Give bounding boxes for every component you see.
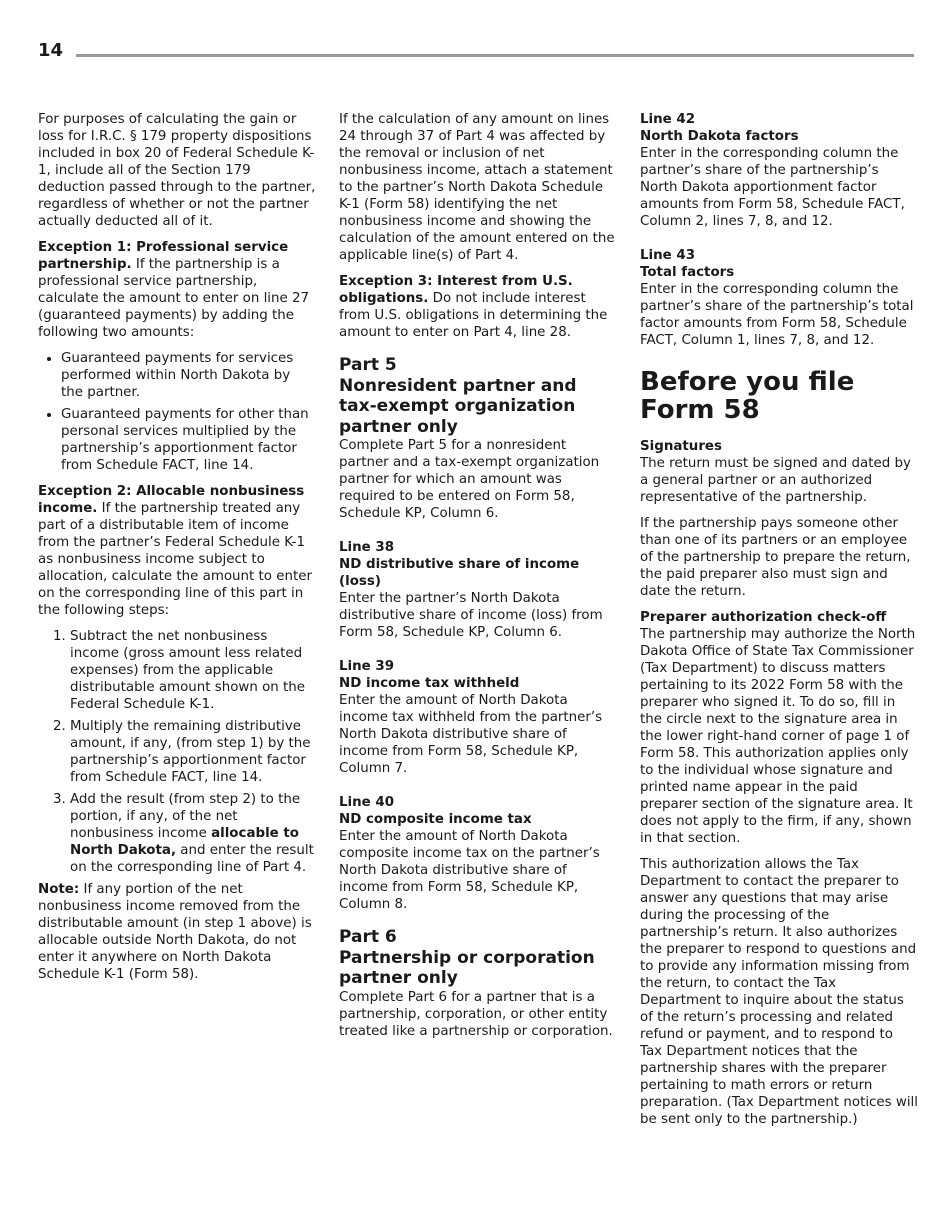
preparer-authorization-heading: Preparer authorization check-off <box>640 610 887 625</box>
line-39-label: Line 39 <box>339 659 395 674</box>
guaranteed-payments-list <box>38 350 316 474</box>
line-40-title: ND composite income tax <box>339 812 532 827</box>
exception-3-paragraph <box>339 273 617 341</box>
step-3-emphasis: allocable to North Dakota, <box>70 826 300 858</box>
part-5-section <box>339 355 617 522</box>
column-2 <box>339 111 617 1049</box>
exception-2-text: If the partnership treated any part of a distributable item of income from the partner’s Federal Schedule K-1 as nonbusiness income subject to allocation, calculate the amount to enter on the corresponding line of this part in the following steps: <box>38 501 312 618</box>
line-43-label: Line 43 <box>640 248 696 263</box>
line-42-title: North Dakota factors <box>640 129 799 144</box>
exception-2-paragraph <box>38 483 316 619</box>
line-43-section <box>640 247 918 349</box>
part-6-label: Part 6 <box>339 927 397 947</box>
exception-1-text: If the partnership is a professional service partnership, calculate the amount to enter on line 27 (guaranteed payments) by adding the following two amounts: <box>38 257 310 340</box>
step-3 <box>70 791 316 876</box>
signatures-text: The return must be signed and dated by a general partner or an authorized representative of the partnership. <box>640 456 911 505</box>
signatures-heading: Signatures <box>640 439 722 454</box>
part-6-text: Complete Part 6 for a partner that is a partnership, corporation, or other entity treated like a partnership or corporation. <box>339 989 613 1039</box>
column-1 <box>38 111 316 992</box>
part-5-label: Part 5 <box>339 355 397 375</box>
line-42-label: Line 42 <box>640 112 696 127</box>
step-3-text: Add the result (from step 2) to the portion, if any, of the net nonbusiness income <box>70 792 301 841</box>
line-39-text: Enter the amount of North Dakota income tax withheld from the partner’s North Dakota distributive share of income from Form 58, Schedule KP, Column 7. <box>339 693 603 776</box>
line-43-title: Total factors <box>640 265 735 280</box>
line-38-label: Line 38 <box>339 540 395 555</box>
step-2: 2. Multiply the remaining distributive amount, if any, (from step 1) by the partnership’s apportionment factor from Schedule FACT, line 14. <box>70 718 316 786</box>
preparer-authorization-scope-text: This authorization allows the Tax Department to contact the preparer to answer any questions that may arise during the processing of the partnership’s return. It also authorizes the preparer to respond to questions and to provide any information missing from the return, to contact the Tax Department to inquire about the status of the return’s processing and related refund or payment, and to respond to Tax Department notices that the partnership shares with the preparer pertaining to math errors or return preparation. (Tax Department notices will be sent only to the partnership.) <box>640 857 918 1127</box>
line-38-title: ND distributive share of income (loss) <box>339 557 580 589</box>
step-3-text-end: and enter the result on the corresponding line of Part 4. <box>70 843 314 875</box>
exception-1-paragraph <box>38 239 316 341</box>
exception-2-title: Exception 2: Allocable nonbusiness income. <box>38 484 305 516</box>
list-item: • Guaranteed payments for services performed within North Dakota by the partner. <box>61 350 316 401</box>
line-42-text: Enter in the corresponding column the partner’s share of the partnership’s North Dakota apportionment factor amounts from Form 58, Schedule FACT, Column 2, lines 7, 8, and 12. <box>640 146 905 229</box>
paid-preparer-text: If the partnership pays someone other than one of its partners or an employee of the partnership to prepare the return, the paid preparer also must sign and date the return. <box>640 516 911 599</box>
page-number: 14 <box>38 40 64 61</box>
line-40-text: Enter the amount of North Dakota composite income tax on the partner’s North Dakota distributive share of income from Form 58, Schedule KP, Column 8. <box>339 829 600 912</box>
exception-3-text: Do not include interest from U.S. obligations in determining the amount to enter on Part 4, line 28. <box>339 291 608 340</box>
column-3 <box>640 111 918 1137</box>
line-40-section <box>339 794 617 913</box>
note-paragraph <box>38 881 316 983</box>
allocation-steps-list <box>38 628 316 876</box>
part-5-title: Nonresident partner and tax-exempt organization partner only <box>339 375 577 437</box>
line-38-section <box>339 539 617 641</box>
line-40-label: Line 40 <box>339 795 395 810</box>
part-6-section <box>339 927 617 1040</box>
part-6-title: Partnership or corporation partner only <box>339 947 595 988</box>
exception-3-title: Exception 3: Interest from U.S. obligations. <box>339 274 573 306</box>
line-39-section <box>339 658 617 777</box>
line-42-section <box>640 111 918 230</box>
section-179-paragraph: For purposes of calculating the gain or loss for I.R.C. § 179 property dispositions included in box 20 of Federal Schedule K-1, include all of the Section 179 deduction passed through to the partner, regardless of whether or not the partner actually deducted all of it. <box>38 112 316 229</box>
nonbusiness-statement-paragraph: If the calculation of any amount on lines 24 through 37 of Part 4 was affected by the removal or inclusion of net nonbusiness income, attach a statement to the partner’s North Dakota Schedule K-1 (Form 58) identifying the net nonbusiness income and showing the calculation of the amount entered on the applicable line(s) of Part 4. <box>339 112 615 263</box>
header-rule <box>76 54 914 57</box>
preparer-authorization-text: The partnership may authorize the North Dakota Office of State Tax Commissioner (Tax Department) to discuss matters pertaining to its 2022 Form 58 with the preparer who signed it. To do so, fill in the circle next to the signature area in the lower right-hand corner of page 1 of Form 58. This authorization applies only to the individual whose signature and printed name appear in the paid preparer section of the signature area. It does not apply to the firm, if any, shown in that section. <box>640 627 916 846</box>
note-text: If any portion of the net nonbusiness income removed from the distributable amount (in step 1 above) is allocable outside North Dakota, do not enter it anywhere on North Dakota Schedule K-1 (Form 58). <box>38 882 312 982</box>
note-label: Note: <box>38 882 80 897</box>
line-43-text: Enter in the corresponding column the partner’s share of the partnership’s total factor amounts from Form 58, Schedule FACT, Column 1, lines 7, 8, and 12. <box>640 282 914 348</box>
step-1: 1. Subtract the net nonbusiness income (gross amount less related expenses) from the applicable distributable amount shown on the Federal Schedule K-1. <box>70 628 316 713</box>
part-5-text: Complete Part 5 for a nonresident partner and a tax-exempt organization partner for which an amount was required to be entered on Form 58, Schedule KP, Column 6. <box>339 438 600 521</box>
list-item: • Guaranteed payments for other than personal services multiplied by the partnership’s apportionment factor from Schedule FACT, line 14. <box>61 406 316 474</box>
exception-1-title: Exception 1: Professional service partnership. <box>38 240 289 272</box>
before-you-file-heading: Before you file Form 58 <box>640 367 855 425</box>
line-38-text: Enter the partner’s North Dakota distributive share of income (loss) from Form 58, Schedule KP, Column 6. <box>339 591 603 640</box>
line-39-title: ND income tax withheld <box>339 676 520 691</box>
